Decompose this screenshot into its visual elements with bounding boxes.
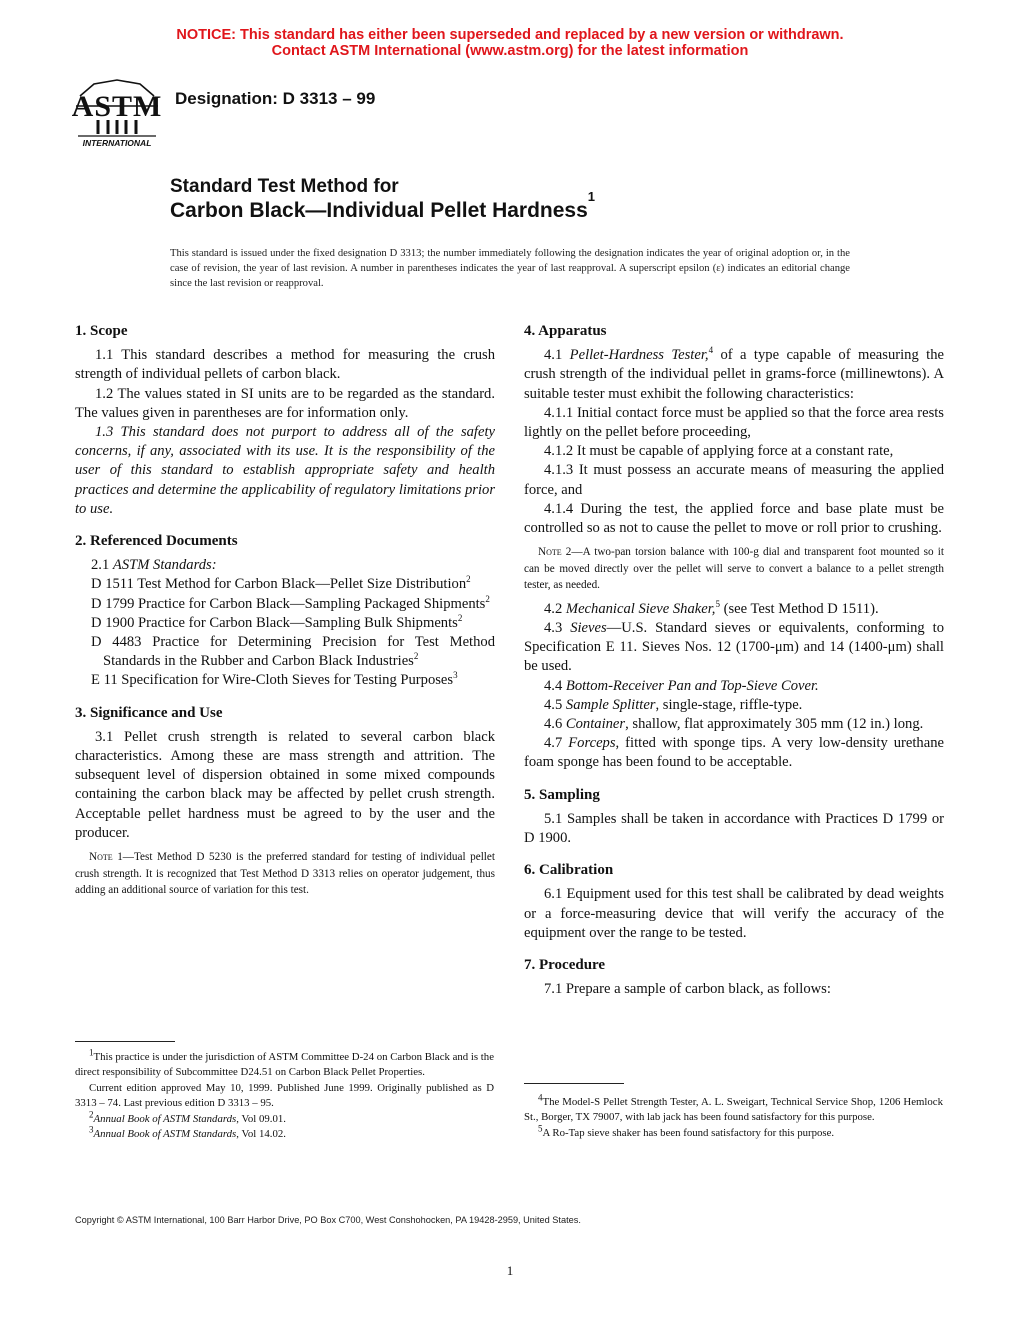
footnote-2-mark: 2 (89, 1109, 94, 1120)
title-text: Carbon Black—Individual Pellet Hardness (170, 199, 588, 222)
subsection-2-1-number: 2.1 (91, 557, 110, 574)
para-4-1-number: 4.1 (544, 347, 563, 364)
footnote-divider (524, 1083, 624, 1084)
footnote-5 (524, 1123, 943, 1141)
note-1-label: Note 1 (89, 851, 123, 864)
footnote-3-volume: , Vol 14.02. (236, 1128, 286, 1141)
copyright-line: Copyright © ASTM International, 100 Barr Harbor Drive, PO Box C700, West Conshohocken, PA 19428-2959, United States. (75, 1215, 581, 1225)
para-4-5-term: Sample Splitter (565, 696, 656, 713)
para-4-2-term: Mechanical Sieve Shaker, (565, 600, 716, 617)
reference-item (75, 595, 495, 614)
para-4-7-text: , fitted with sponge tips. A very low-density urethane foam sponge has been found to be acceptable. (524, 735, 944, 771)
para-7-1: 7.1 Prepare a sample of carbon black, as follows: (544, 981, 831, 998)
section-1-heading: 1. Scope (75, 323, 128, 339)
para-4-5-text: , single-stage, riffle-type. (655, 696, 803, 713)
footnote-3-title: Annual Book of ASTM Standards (93, 1128, 237, 1141)
para-4-2-text: (see Test Method D 1511). (719, 600, 879, 617)
left-footnotes (75, 1047, 494, 1142)
para-4-3 (524, 619, 944, 677)
reference-text: D 4483 Practice for Determining Precision for Test Method Standards in the Rubber and Carbon Black Industries (91, 634, 495, 670)
notice-line-1: NOTICE: This standard has either been superseded and replaced by a new version or withdrawn. (176, 27, 844, 43)
footnote-1 (75, 1047, 494, 1081)
footnote-divider (75, 1041, 175, 1042)
para-4-4-term: Bottom-Receiver Pan and Top-Sieve Cover. (565, 677, 819, 694)
reference-text: D 1900 Practice for Carbon Black—Sampling Bulk Shipments (91, 614, 458, 631)
section-6-heading: 6. Calibration (524, 862, 614, 879)
para-4-4 (524, 677, 944, 696)
para-1-2: 1.2 The values stated in SI units are to be regarded as the standard. The values given in parentheses are for information only. (75, 385, 495, 421)
para-4-1 (524, 346, 944, 404)
footnote-3-mark: 3 (89, 1124, 94, 1135)
para-1-3: 1.3 This standard does not purport to address all of the safety concerns, if any, associated with its use. It is the responsibility of the user of this standard to establish appropriate safety and health practices and determine the applicability of regulatory limitations prior to use. (75, 424, 495, 517)
footnote-2-title: Annual Book of ASTM Standards (93, 1112, 237, 1125)
para-4-1-footnote-ref: 4 (708, 345, 714, 356)
footnote-1-text: This practice is under the jurisdiction of ASTM Committee D-24 on Carbon Black and is the direct responsibility of Subcommittee D24.51 on Carbon Black Pellet Properties. (75, 1051, 494, 1079)
para-4-6-number: 4.6 (544, 715, 563, 732)
page-number: 1 (506, 1263, 514, 1278)
footnote-4-mark: 4 (538, 1092, 543, 1103)
para-4-1-3: 4.1.3 It must possess an accurate means of measuring the applied force, and (524, 462, 944, 498)
para-4-2-footnote-ref: 5 (715, 598, 720, 609)
para-4-1-text: of a type capable of measuring the crush strength of the individual pellet in grams-force (millinewtons). A suitable tester must exhibit the following characteristics: (524, 347, 945, 402)
issuance-statement: This standard is issued under the fixed designation D 3313; the number immediately following the designation indicates the year of original adoption or, in the case of revision, the year of last revision. A number in parentheses indicates the year of last reapproval. A superscript epsilon (ε) indicates an editorial change since the last revision or reapproval. (170, 248, 850, 289)
para-4-3-number: 4.3 (544, 619, 563, 636)
para-4-1-1: 4.1.1 Initial contact force must be applied so that the force area rests lightly on the pellet before proceeding, (524, 404, 944, 441)
title-line-1: Standard Test Method for (170, 176, 399, 197)
reference-item (75, 633, 495, 671)
footnote-3 (75, 1124, 494, 1142)
left-column (75, 322, 495, 899)
para-4-7-term: Forceps (568, 735, 616, 752)
reference-item (75, 575, 495, 594)
section-5-heading: 5. Sampling (524, 786, 600, 803)
logo-subtext: INTERNATIONAL (82, 138, 152, 148)
para-4-5-number: 4.5 (544, 696, 563, 713)
para-1-1: 1.1 This standard describes a method for measuring the crush strength of individual pellets of carbon black. (75, 347, 495, 383)
note-1-text: —Test Method D 5230 is the preferred standard for testing of individual pellet crush strength. It is recognized that Test Method D 3313 relies on operator judgement, thus adding an additional source of variation for this test. (75, 851, 495, 897)
note-2 (524, 544, 944, 594)
section-4-heading: 4. Apparatus (524, 323, 607, 339)
section-2-heading: 2. Referenced Documents (75, 533, 238, 550)
right-column (524, 322, 944, 999)
para-4-5 (524, 696, 944, 715)
footnote-4 (524, 1092, 943, 1126)
title-line-2 (170, 189, 596, 223)
footnote-5-mark: 5 (538, 1123, 543, 1134)
reference-footnote-ref: 2 (413, 651, 419, 662)
para-4-7-number: 4.7 (544, 735, 563, 752)
reference-item (75, 614, 495, 633)
reference-footnote-ref: 2 (457, 612, 463, 623)
designation: Designation: D 3313 – 99 (175, 89, 376, 108)
section-3-heading: 3. Significance and Use (75, 704, 223, 721)
footnote-2 (75, 1109, 494, 1127)
note-2-label: Note 2 (538, 546, 572, 559)
para-4-6-text: , shallow, flat approximately 305 mm (12 in.) long. (625, 715, 924, 732)
reference-footnote-ref: 2 (466, 574, 471, 585)
footnote-2-volume: , Vol 09.01. (236, 1112, 286, 1125)
para-4-1-term: Pellet-Hardness Tester, (569, 347, 709, 364)
para-5-1: 5.1 Samples shall be taken in accordance with Practices D 1799 or D 1900. (524, 810, 944, 846)
reference-item (75, 671, 495, 690)
note-1 (75, 849, 495, 899)
notice-line-2: Contact ASTM International (www.astm.org) for the latest information (271, 43, 749, 59)
reference-text: D 1799 Practice for Carbon Black—Sampling Packaged Shipments (91, 595, 486, 612)
footnote-1-mark: 1 (89, 1047, 94, 1058)
para-6-1: 6.1 Equipment used for this test shall be calibrated by dead weights or a force-measuring device that will verify the accuracy of the equipment over the range to be tested. (524, 886, 944, 941)
para-4-7 (524, 734, 944, 772)
reference-footnote-ref: 2 (485, 593, 490, 604)
footnote-1b: Current edition approved May 10, 1999. Published June 1999. Originally published as D 3313 – 74. Last previous edition D 3313 – 95. (75, 1081, 494, 1110)
title-footnote-ref: 1 (587, 189, 596, 204)
footnote-5-text: A Ro-Tap sieve shaker has been found satisfactory for this purpose. (542, 1126, 835, 1139)
reference-text: E 11 Specification for Wire-Cloth Sieves for Testing Purposes (91, 672, 454, 689)
para-4-3-term: Sieves (570, 619, 607, 636)
astm-logo-icon (72, 76, 162, 152)
para-4-6 (524, 715, 944, 734)
subsection-2-1 (75, 556, 495, 575)
para-4-3-text: —U.S. Standard sieves or equivalents, conforming to Specification E 11. Sieves Nos. 12 (1700-μm) and 14 (1400-μm) shall be used. (524, 619, 945, 675)
para-4-1-2: 4.1.2 It must be capable of applying force at a constant rate, (544, 443, 894, 460)
subsection-2-1-title: ASTM Standards: (112, 557, 217, 574)
reference-footnote-ref: 3 (453, 670, 458, 681)
para-4-6-term: Container (565, 715, 626, 732)
note-2-text: —A two-pan torsion balance with 100-g dial and transparent foot mounted so it can be moved directly over the pellet will serve to convert a balance to a pellet strength tester, as needed. (524, 546, 944, 592)
para-4-1-4: 4.1.4 During the test, the applied force and base plate must be controlled so as not to cause the pellet to move or roll prior to crushing. (524, 500, 944, 537)
para-4-2-number: 4.2 (544, 600, 563, 617)
para-3-1: 3.1 Pellet crush strength is related to several carbon black characteristics. Among these are mass strength and attrition. The subsequent level of dispersion obtained in some mixed compounds containing the carbon black may be affected by pellet crush strength. Acceptable pellet hardness must be agreed to by the user and the producer. (75, 728, 495, 841)
logo-text: ASTM (72, 90, 162, 123)
section-7-heading: 7. Procedure (524, 956, 606, 973)
right-footnotes (524, 1092, 943, 1141)
para-4-2 (524, 600, 944, 619)
para-4-4-number: 4.4 (544, 677, 563, 694)
reference-text: D 1511 Test Method for Carbon Black—Pellet Size Distribution (91, 576, 467, 593)
footnote-4-text: The Model-S Pellet Strength Tester, A. L. Sweigart, Technical Service Shop, 1206 Hemlock St., Borger, TX 79007, with lab jack has been found satisfactory for this purpose. (524, 1096, 943, 1124)
